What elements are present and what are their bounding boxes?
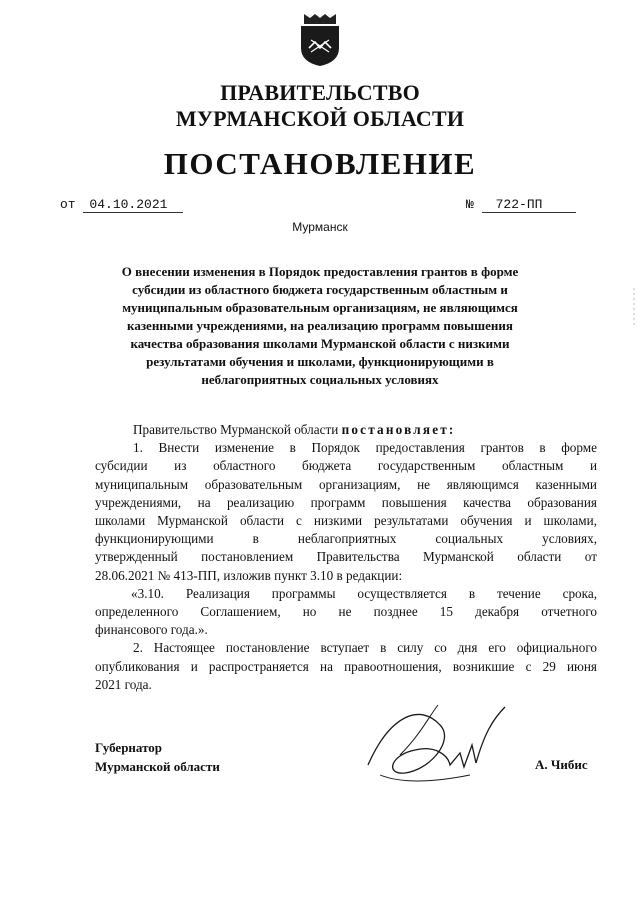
- signer-position-line1: Губернатор: [95, 740, 163, 755]
- paragraph-2-line: 2021 года.: [95, 676, 152, 692]
- paragraph-2-line: опубликования и распространяется на правоотношения, возникшие с 29 июня: [95, 658, 597, 674]
- paragraph-1-line: учреждениями, на реализацию программ повышения качества образования: [95, 494, 597, 510]
- paragraph-1-line: функционирующими в неблагоприятных социальных условиях,: [95, 531, 597, 547]
- title-line: казенными учреждениями, на реализацию программ повышения: [127, 318, 513, 333]
- number-prefix: №: [466, 197, 474, 212]
- paragraph-1-line: 1. Внести изменение в Порядок предоставления грантов в форме: [133, 440, 597, 456]
- intro-paragraph: [95, 421, 597, 439]
- signer-position: [95, 738, 220, 776]
- title-line: результатами обучения и школами, функционирующими в: [146, 354, 494, 369]
- date-prefix: от: [60, 197, 76, 212]
- intro-verb: постановляет:: [341, 422, 456, 437]
- intro-text: Правительство Мурманской области: [133, 422, 342, 437]
- handwritten-signature: [360, 695, 510, 795]
- paragraph-1-line: субсидии из областного бюджета государственным областным и: [95, 458, 597, 474]
- title-line: субсидии из областного бюджета государственным областным и: [132, 282, 508, 297]
- paragraph-1-line: 28.06.2021 № 413-ПП, изложив пункт 3.10 в редакции:: [95, 567, 403, 583]
- margin-mark: [632, 288, 636, 328]
- title-line: качества образования школами Мурманской области с низкими: [130, 336, 510, 351]
- paragraph-2-line: 2. Настоящее постановление вступает в силу со дня его официального: [133, 640, 597, 656]
- document-title: [100, 263, 540, 389]
- quote-line: «3.10. Реализация программы осуществляется в течение срока,: [131, 585, 597, 601]
- title-line: О внесении изменения в Порядок предоставления грантов в форме: [121, 264, 519, 279]
- signer-name: А. Чибис: [535, 757, 588, 772]
- quote-line: финансового года.».: [95, 622, 208, 638]
- date-value: 04.10.2021: [83, 197, 183, 213]
- paragraph-1-line: муниципальным образовательным организациям, не являющимся казенными: [95, 476, 597, 492]
- org-name-line2: МУРМАНСКОЙ ОБЛАСТИ: [175, 106, 465, 131]
- document-body: [95, 421, 597, 694]
- signer-position-line2: Мурманской области: [95, 759, 220, 774]
- title-line: муниципальным образовательным организациям, не являющимся: [122, 300, 518, 315]
- coat-of-arms-emblem: [299, 14, 341, 66]
- title-line: неблагоприятных социальных условиях: [201, 372, 439, 387]
- quote-line: определенного Соглашением, но не позднее 15 декабря отчетного: [95, 604, 597, 620]
- document-type-heading: ПОСТАНОВЛЕНИЕ: [163, 146, 477, 181]
- number-value: 722-ПП: [482, 197, 576, 213]
- paragraph-1-line: утвержденный постановлением Правительства Мурманской области от: [95, 549, 597, 565]
- document-date: [60, 197, 183, 213]
- document-number: [466, 197, 576, 213]
- paragraph-1-line: школами Мурманской области с низкими результатами обучения и школами,: [95, 513, 597, 529]
- org-name-line1: ПРАВИТЕЛЬСТВО: [220, 80, 420, 105]
- city-name: Мурманск: [292, 220, 348, 234]
